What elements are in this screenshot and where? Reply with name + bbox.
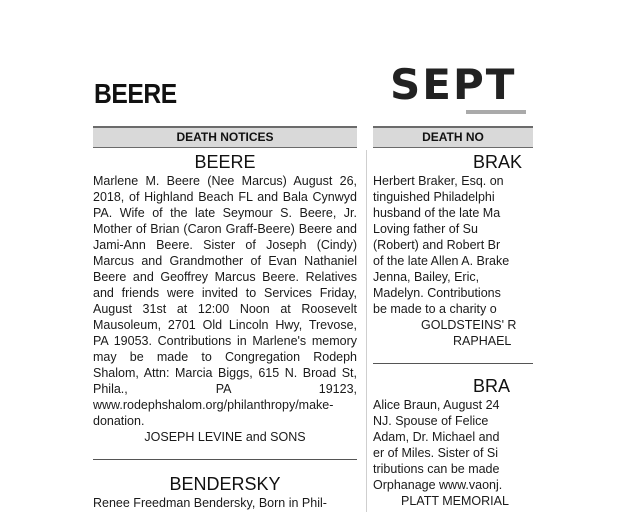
notice-line: Jenna, Bailey, Eric, <box>373 270 480 284</box>
notice-line: er of Miles. Sister of Si <box>373 446 499 460</box>
notice-line: Madelyn. Contributions <box>373 286 501 300</box>
notice-line: of the late Allen A. Brake <box>373 254 510 268</box>
right-column <box>373 126 523 512</box>
notice-line: Alice Braun, August 24 <box>373 398 500 412</box>
notice-signature: GOLDSTEINS' R <box>421 318 517 332</box>
notice-body: Marlene M. Beere (Nee Marcus) August 26, 2018, of Highland Beach FL and Bala Cynwyd PA. Wife of the late Seymour S. Beere, Jr. Mother of Brian (Caron Graff-Beere) Beere and Jami-Ann Beere. Sister of Joseph (Cindy) Marcus and Grandmother of Evan Nathaniel Beere and Geoffrey Marcus Beere. Relatives and friends were invited to Services Friday, August 31st at 12:00 Noon at Roosevelt Mausoleum, 2701 Old Lincoln Hwy, Trevose, PA 19053. Contributions in Marlene's memory may be made to Congregation Rodeph Shalom, Attn: Marcia Biggs, 615 N. Broad St, Phila., PA 19123, www.rodephshalom.org/philanthropy/make-donation. <box>93 174 357 428</box>
notice-line: NJ. Spouse of Felice <box>373 414 489 428</box>
notice-line: Orphanage www.vaonj. <box>373 478 503 492</box>
notice-line: be made to a charity o <box>373 302 497 316</box>
notice-line: husband of the late Ma <box>373 206 501 220</box>
section-label-death-notices: DEATH NO <box>373 126 533 148</box>
column-divider <box>366 150 367 512</box>
notice-title: BENDERSKY <box>169 474 281 494</box>
left-column <box>93 126 357 512</box>
section-label-death-notices: DEATH NOTICES <box>93 126 357 148</box>
notice-title: BRAK <box>473 152 523 172</box>
month-heading-underline <box>466 110 526 114</box>
notice-body <box>373 397 553 509</box>
notice-line: tributions can be made <box>373 462 500 476</box>
notice-bendersky <box>93 460 357 511</box>
notice-beere <box>93 152 357 445</box>
notice-braun <box>373 364 512 509</box>
notice-title: BRA <box>473 376 511 396</box>
notice-line: Herbert Braker, Esq. on <box>373 174 504 188</box>
page-name-heading: BEERE <box>94 78 177 109</box>
notice-signature: RAPHAEL <box>453 334 512 348</box>
notice-line: (Robert) and Robert Br <box>373 238 501 252</box>
notice-line: tinguished Philadelphi <box>373 190 495 204</box>
notice-line: Loving father of Su <box>373 222 478 236</box>
notice-title: BEERE <box>194 152 256 172</box>
notice-braker <box>373 152 523 349</box>
month-heading: SEPT <box>390 60 517 109</box>
notice-body: Renee Freedman Bendersky, Born in Phil- <box>93 496 327 510</box>
notice-line: Adam, Dr. Michael and <box>373 430 500 444</box>
notice-signature: JOSEPH LEVINE and SONS <box>144 430 306 444</box>
notice-line: PLATT MEMORIAL <box>401 494 509 508</box>
notice-body <box>373 173 553 317</box>
